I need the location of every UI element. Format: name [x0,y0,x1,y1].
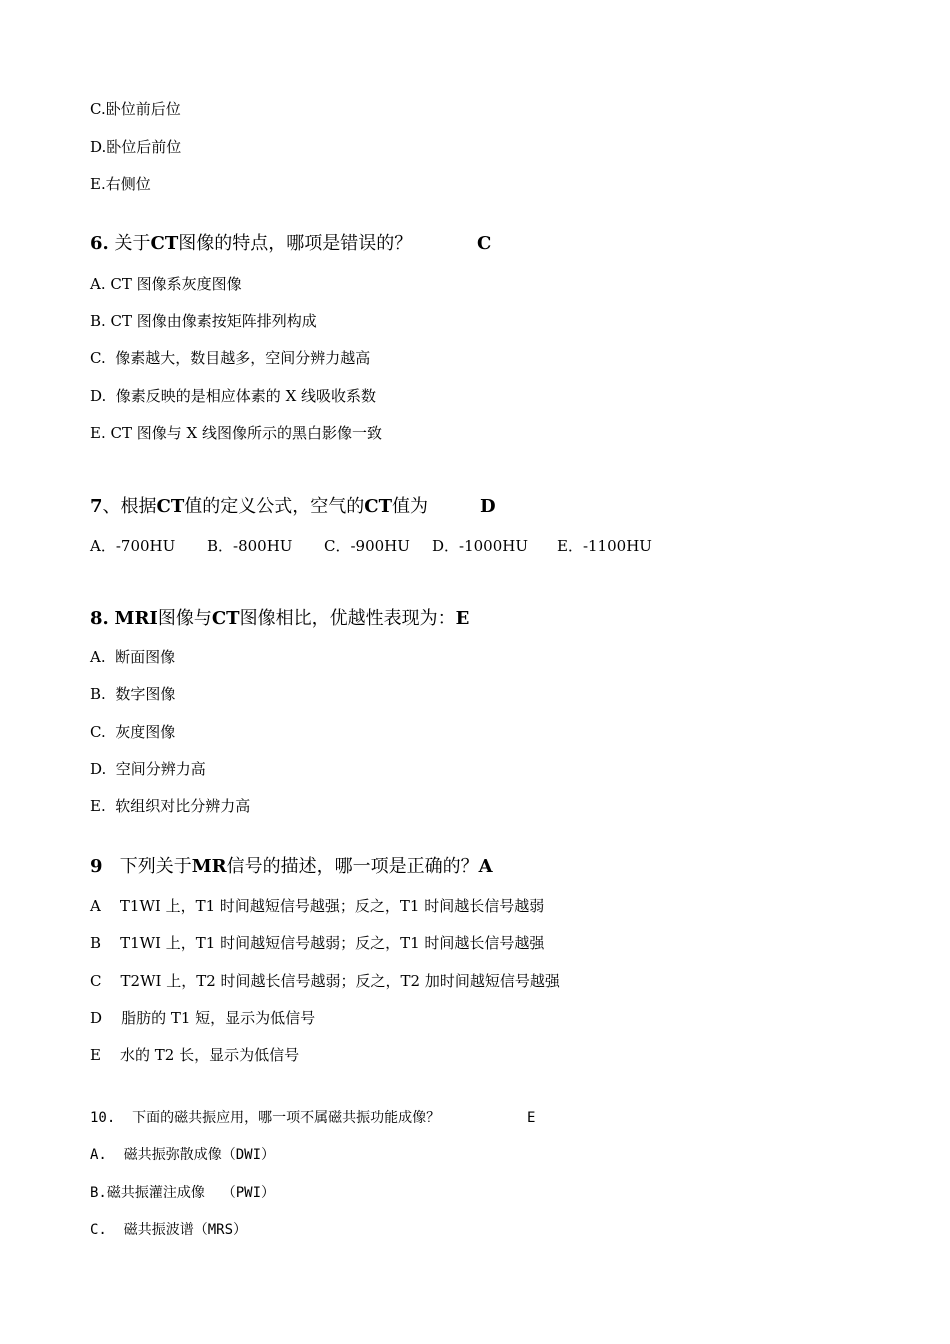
option-b: B. CT 图像由像素按矩阵排列构成 [90,312,317,330]
stem-text: 下列关于 [102,856,192,877]
question-number: 8. [90,608,109,629]
option-c: C. 灰度图像 [90,723,176,741]
stem-text: 图像相比，优越性表现为： [239,608,456,629]
stem-ct: CT [156,496,185,517]
question-10-answer: E [527,1110,536,1126]
question-10-stem: 10. 下面的磁共振应用，哪一项不属磁共振功能成像？ [90,1110,441,1126]
option-c: C. 像素越大，数目越多，空间分辨力越高 [90,349,371,367]
option-d: D 脂肪的 T1 短，显示为低信号 [90,1009,316,1027]
stem-text: 图像与 [157,608,212,629]
question-number: 7 [90,496,103,517]
stem-text: 关于 [108,233,151,254]
stem-text: 值的定义公式，空气的 [184,496,365,517]
option-a: A. CT 图像系灰度图像 [90,275,242,293]
option-e: E．-1100HU [557,537,652,555]
option-c: C. 磁共振波谱（MRS） [90,1222,248,1238]
question-9-answer: A [478,856,493,877]
option-c: C.卧位前后位 [90,100,181,118]
option-d: D.卧位后前位 [90,138,182,156]
option-a: A．-700HU [90,537,176,555]
question-7-answer: D [480,496,496,517]
question-8-stem [90,607,469,631]
option-e: E.右侧位 [90,175,151,193]
option-d: D．-1000HU [432,537,528,555]
stem-text: 值为 [392,496,428,517]
stem-mri: MRI [114,608,158,629]
option-e: E. CT 图像与 X 线图像所示的黑白影像一致 [90,424,382,442]
stem-ct: CT [150,233,179,254]
option-b: B T1WI 上，T1 时间越短信号越弱；反之，T1 时间越长信号越强 [90,934,545,952]
option-d: D. 空间分辨力高 [90,760,206,778]
stem-text: 图像的特点，哪项是错误的？ [178,233,413,254]
option-c: C T2WI 上，T2 时间越长信号越弱；反之，T2 加时间越短信号越强 [90,972,560,990]
question-9-stem [90,855,493,879]
stem-text: 、根据 [102,496,157,517]
option-a: A. 断面图像 [90,648,176,666]
stem-ct: CT [211,608,240,629]
option-e: E. 软组织对比分辨力高 [90,797,251,815]
option-d: D. 像素反映的是相应体素的 X 线吸收系数 [90,387,377,405]
option-a: A T1WI 上，T1 时间越短信号越强；反之，T1 时间越长信号越弱 [90,897,545,915]
option-b: B. 数字图像 [90,685,176,703]
option-a: A. 磁共振弥散成像（DWI） [90,1147,276,1163]
stem-ct: CT [364,496,392,517]
stem-mr: MR [191,856,227,877]
option-c: C．-900HU [324,537,410,555]
question-6-answer: C [477,233,492,254]
option-b: B.磁共振灌注成像 （PWI） [90,1185,276,1201]
option-e: E 水的 T2 长，显示为低信号 [90,1046,300,1064]
question-6-stem [90,232,412,256]
question-number: 6. [90,233,109,254]
question-8-answer: E [455,608,470,629]
question-7-stem [90,495,428,519]
stem-text: 信号的描述，哪一项是正确的？ [226,856,479,877]
question-number: 9 [90,856,103,877]
option-b: B．-800HU [207,537,293,555]
